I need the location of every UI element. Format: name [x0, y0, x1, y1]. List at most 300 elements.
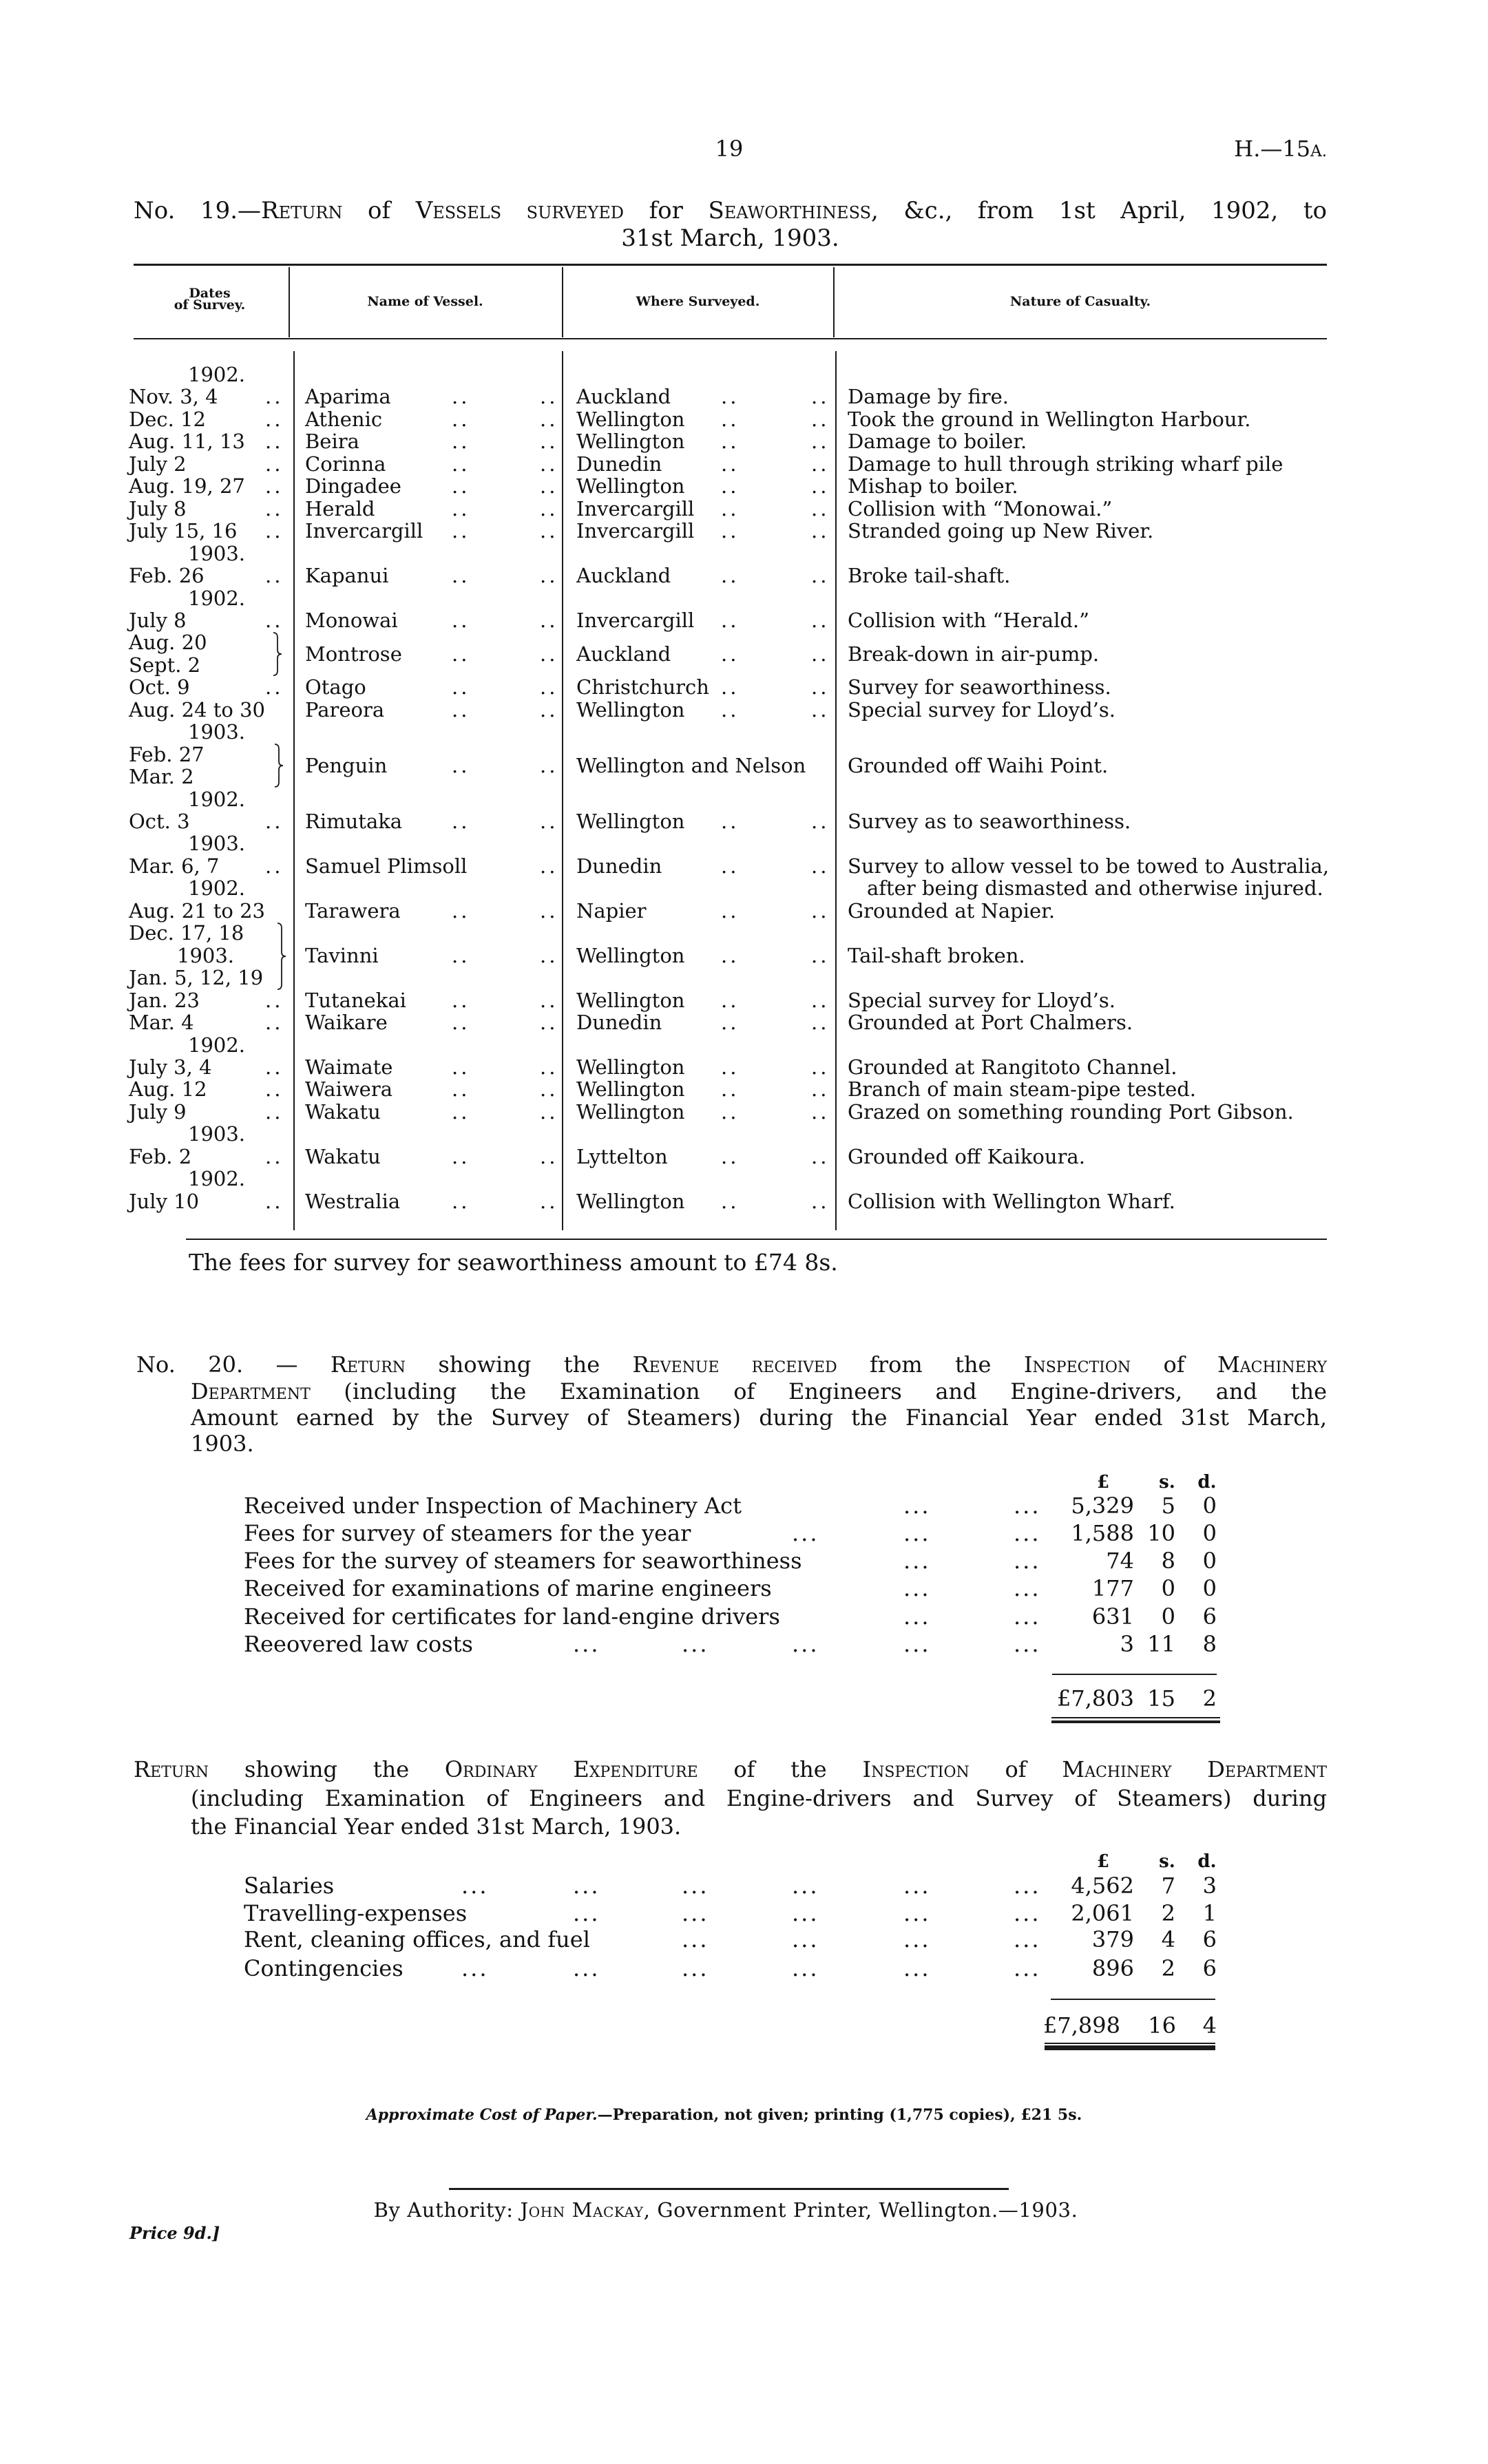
- dot-leader: ..: [452, 943, 470, 967]
- survey-date: Feb. 27: [129, 742, 205, 766]
- item-label: Received under Inspection of Machinery Act: [244, 1493, 742, 1519]
- heading-text: Machinery Department: [1062, 1756, 1328, 1782]
- dot-leader: ...: [903, 1493, 931, 1519]
- amount-pence: 1: [1202, 1900, 1217, 1926]
- amount-shillings: 0: [1161, 1603, 1175, 1630]
- dot-leader: ..: [452, 1144, 470, 1168]
- dot-leader: ..: [265, 988, 284, 1012]
- vessel-record-row: [0, 755, 1488, 777]
- survey-place: Wellington: [576, 810, 685, 833]
- dot-leader: ..: [452, 810, 470, 833]
- item-label: Rent, cleaning offices, and fuel: [244, 1926, 590, 1952]
- dot-leader: ...: [1014, 1873, 1041, 1899]
- vessel-name: Pareora: [305, 697, 385, 722]
- vessel-name: Otago: [305, 675, 366, 699]
- dot-leader: ..: [811, 519, 830, 543]
- vessel-name: Athenic: [305, 407, 383, 431]
- dot-leader: ...: [792, 1631, 819, 1657]
- heading-text: Ordinary Expenditure: [444, 1756, 698, 1782]
- survey-place: Wellington: [576, 1099, 685, 1124]
- amount-pence: 0: [1202, 1575, 1217, 1601]
- item-label: Fees for survey of steamers for the year: [244, 1520, 691, 1546]
- dot-leader: ..: [721, 474, 740, 498]
- dot-leader: ..: [721, 810, 740, 833]
- vessel-record-row: [0, 498, 1488, 520]
- dot-leader: ...: [573, 1900, 600, 1926]
- survey-place: Wellington: [576, 430, 685, 454]
- year-heading: 1902.: [188, 1167, 246, 1191]
- dot-leader: ..: [540, 943, 558, 967]
- vessel-record-row: [0, 1078, 1488, 1100]
- dot-leader: ..: [265, 1011, 284, 1035]
- casualty-nature: Grounded off Kaikoura.: [848, 1144, 1085, 1168]
- vessel-name: Corinna: [305, 452, 386, 476]
- year-heading-row: [0, 543, 1488, 565]
- price-note: Price 9d.]: [129, 2223, 220, 2243]
- dot-leader: ...: [792, 1926, 819, 1952]
- dot-leader: ..: [721, 1144, 740, 1168]
- survey-place: Wellington: [576, 474, 685, 498]
- dot-leader: ...: [1014, 1493, 1041, 1519]
- expenditure-item-row: [0, 1957, 1488, 1985]
- dot-leader: ..: [452, 474, 470, 498]
- year-heading: 1903.: [188, 541, 246, 565]
- expenditure-item-row: [0, 1875, 1488, 1902]
- return-20-heading-line3: Amount earned by the Survey of Steamers) during the Financial Year ended 31st March,: [191, 1404, 1327, 1431]
- revenue-total-row: [0, 1687, 1488, 1715]
- amount-shillings: 5: [1161, 1493, 1175, 1519]
- survey-place: Wellington: [576, 1077, 685, 1102]
- brace-icon: [277, 923, 286, 990]
- survey-date: Aug. 19, 27: [129, 474, 245, 498]
- subtotal-rule: [1051, 1999, 1215, 2000]
- column-header-dates-line2: of Survey.: [174, 297, 246, 313]
- dot-leader: ..: [452, 988, 470, 1012]
- dot-leader: ..: [540, 1077, 558, 1102]
- dot-leader: ..: [721, 675, 740, 699]
- dot-leader: ..: [265, 675, 284, 699]
- vessel-name: Montrose: [305, 642, 402, 666]
- item-label: Received for examinations of marine engineers: [244, 1575, 772, 1601]
- dot-leader: ...: [903, 1520, 931, 1546]
- amount-pence: 0: [1202, 1520, 1217, 1546]
- amount-pounds: 896: [1091, 1955, 1134, 1981]
- vessel-name: Wakatu: [305, 1099, 381, 1124]
- expenditure-heading: [134, 1758, 1327, 1780]
- title-text: of: [342, 197, 416, 224]
- total-pounds: £7,803: [1057, 1685, 1134, 1712]
- total-pence: 2: [1202, 1685, 1217, 1712]
- column-header-casualty: Nature of Casualty.: [1009, 294, 1151, 309]
- survey-date: Oct. 3: [129, 810, 190, 833]
- column-header-vessel: Name of Vessel.: [367, 294, 483, 309]
- survey-date: Aug. 24 to 30: [129, 697, 265, 722]
- dot-leader: ..: [721, 407, 740, 431]
- heading-text: Revenue received: [632, 1351, 837, 1378]
- survey-date: Feb. 26: [129, 564, 205, 588]
- dot-leader: ..: [811, 1099, 830, 1124]
- survey-place: Auckland: [576, 385, 671, 409]
- vessel-record-row: [0, 810, 1488, 832]
- dot-leader: ...: [1014, 1603, 1041, 1630]
- dot-leader: ..: [811, 407, 830, 431]
- revenue-item-row: [0, 1522, 1488, 1550]
- paper-cost-note: [337, 2107, 1111, 2123]
- survey-date: Aug. 12: [129, 1077, 207, 1102]
- vessels-table-body: [0, 364, 1488, 1231]
- casualty-nature: Survey as to seaworthiness.: [848, 810, 1131, 833]
- survey-place: Wellington: [576, 943, 685, 967]
- amount-pounds: 177: [1091, 1575, 1134, 1601]
- year-heading-row: [0, 1168, 1488, 1190]
- dot-leader: ..: [721, 385, 740, 409]
- amount-pence: 6: [1202, 1955, 1217, 1981]
- dot-leader: ..: [540, 988, 558, 1012]
- vessel-record-row: [0, 1056, 1488, 1078]
- survey-date: Aug. 20: [129, 631, 207, 655]
- dot-leader: ...: [1014, 1926, 1041, 1952]
- year-heading: 1903.: [188, 720, 246, 744]
- dot-leader: ...: [1014, 1955, 1041, 1981]
- casualty-nature: Branch of main steam-pipe tested.: [848, 1077, 1197, 1102]
- date-line-row: [0, 922, 1488, 944]
- return-19-title: [134, 199, 1327, 222]
- year-heading-row: [0, 877, 1488, 899]
- dot-leader: ...: [1014, 1631, 1041, 1657]
- item-label: Fees for the survey of steamers for seaworthiness: [244, 1548, 802, 1574]
- total-double-rule: [1051, 1720, 1220, 1723]
- column-header-dates: Dates: [189, 286, 231, 301]
- casualty-nature: Grazed on something rounding Port Gibson.: [848, 1099, 1294, 1124]
- survey-date: Aug. 21 to 23: [129, 898, 265, 923]
- amount-pence: 6: [1202, 1926, 1217, 1952]
- heading-text: Department: [191, 1378, 311, 1404]
- dot-leader: ..: [452, 1055, 470, 1079]
- title-text: Seaworthiness: [708, 197, 872, 224]
- dot-leader: ..: [540, 1144, 558, 1168]
- amount-shillings: 8: [1161, 1548, 1175, 1574]
- revenue-item-row: [0, 1550, 1488, 1577]
- year-heading: 1902.: [188, 787, 246, 811]
- vessel-record-row: [0, 386, 1488, 408]
- vessel-record-row: [0, 430, 1488, 452]
- total-double-rule: [1051, 1717, 1220, 1718]
- dot-leader: ...: [903, 1900, 931, 1926]
- printer-imprint: [339, 2200, 1112, 2220]
- dot-leader: ..: [265, 564, 284, 588]
- dot-leader: ..: [811, 385, 830, 409]
- vessel-record-row: [0, 643, 1488, 665]
- pounds-column-header: £: [1096, 1851, 1110, 1872]
- dot-leader: ..: [452, 1189, 470, 1213]
- casualty-nature: Collision with Wellington Wharf.: [848, 1189, 1175, 1213]
- dot-leader: ..: [540, 407, 558, 431]
- amount-pounds: 5,329: [1071, 1493, 1134, 1519]
- table-header-rule: [134, 338, 1327, 339]
- dot-leader: ..: [452, 898, 470, 923]
- vessel-name: Monowai: [305, 608, 398, 632]
- casualty-nature: Grounded at Napier.: [848, 898, 1056, 923]
- expenditure-total-row: [0, 2014, 1488, 2042]
- dot-leader: ..: [540, 642, 558, 666]
- revenue-item-row: [0, 1495, 1488, 1522]
- dot-leader: ..: [721, 854, 740, 878]
- vessel-name: Tavinni: [305, 943, 379, 967]
- fees-note: The fees for survey for seaworthiness amount to £74 8s.: [189, 1249, 838, 1276]
- dot-leader: ..: [540, 810, 558, 833]
- heading-text: Inspection: [1023, 1351, 1131, 1378]
- dot-leader: ..: [811, 1189, 830, 1213]
- dot-leader: ..: [721, 697, 740, 722]
- title-text: , &c., from 1st April, 1902, to: [871, 197, 1328, 224]
- survey-date: Dec. 12: [129, 407, 206, 431]
- dot-leader: ..: [265, 519, 284, 543]
- dot-leader: ..: [540, 474, 558, 498]
- casualty-nature: Grounded at Port Chalmers.: [848, 1011, 1133, 1035]
- year-heading: 1903.: [177, 943, 235, 967]
- shillings-column-header: s.: [1159, 1472, 1175, 1493]
- dot-leader: ..: [811, 1077, 830, 1102]
- vessel-name: Tarawera: [305, 898, 401, 923]
- dot-leader: ..: [265, 407, 284, 431]
- survey-date: July 8: [129, 496, 187, 520]
- survey-place: Wellington: [576, 988, 685, 1012]
- amount-pence: 0: [1202, 1493, 1217, 1519]
- dot-leader: ...: [573, 1955, 600, 1981]
- title-text: for: [624, 197, 709, 224]
- dot-leader: ...: [1014, 1520, 1041, 1546]
- dot-leader: ..: [540, 385, 558, 409]
- dot-leader: ..: [540, 753, 558, 777]
- survey-date: Mar. 4: [129, 1011, 194, 1035]
- amount-pounds: 379: [1091, 1926, 1134, 1952]
- dot-leader: ..: [265, 1055, 284, 1079]
- dot-leader: ..: [721, 1077, 740, 1102]
- dot-leader: ..: [811, 810, 830, 833]
- dot-leader: ...: [682, 1631, 709, 1657]
- vessel-record-row: [0, 1101, 1488, 1123]
- dot-leader: ..: [452, 1099, 470, 1124]
- dot-leader: ..: [452, 753, 470, 777]
- footer-rule: [449, 2188, 1009, 2190]
- dot-leader: ...: [903, 1603, 931, 1630]
- return-20-heading-line4: 1903.: [191, 1431, 254, 1457]
- survey-place: Invercargill: [576, 496, 695, 520]
- dot-leader: ..: [721, 642, 740, 666]
- dot-leader: ..: [811, 452, 830, 476]
- casualty-nature: Grounded off Waihi Point.: [848, 753, 1109, 777]
- year-heading-row: [0, 721, 1488, 743]
- amount-shillings: 2: [1161, 1955, 1175, 1981]
- survey-place: Auckland: [576, 642, 671, 666]
- dot-leader: ..: [540, 1099, 558, 1124]
- dot-leader: ..: [540, 1011, 558, 1035]
- expenditure-heading-line2: (including Examination of Engineers and Engine-drivers and Survey of Steamers) during: [191, 1785, 1327, 1811]
- item-label: Contingencies: [244, 1955, 404, 1981]
- survey-place: Napier: [576, 898, 647, 923]
- heading-text: Return: [134, 1756, 209, 1782]
- year-heading: 1903.: [188, 1122, 246, 1146]
- document-reference-suffix: A.: [1310, 143, 1327, 160]
- year-heading: 1902.: [188, 876, 246, 901]
- casualty-nature: Broke tail-shaft.: [848, 564, 1011, 588]
- survey-date: July 15, 16: [129, 519, 238, 543]
- item-label: Reeovered law costs: [244, 1631, 473, 1657]
- vessel-name: Beira: [305, 430, 359, 454]
- document-reference-code: H.—15: [1234, 136, 1311, 162]
- casualty-nature: Mishap to boiler.: [848, 474, 1018, 498]
- dot-leader: ..: [811, 564, 830, 588]
- dot-leader: ..: [721, 608, 740, 632]
- dot-leader: ..: [265, 810, 284, 833]
- title-text: Return: [261, 197, 343, 224]
- expenditure-item-row: [0, 1902, 1488, 1930]
- heading-text: Machinery: [1217, 1351, 1328, 1378]
- vessel-record-row: [0, 855, 1488, 877]
- survey-date: Dec. 17, 18: [129, 921, 244, 945]
- survey-place: Dunedin: [576, 1011, 662, 1035]
- brace-icon: [273, 632, 282, 676]
- amount-pounds: 74: [1106, 1548, 1134, 1574]
- dot-leader: ..: [540, 608, 558, 632]
- vessel-record-row: [0, 1011, 1488, 1033]
- dot-leader: ..: [452, 1077, 470, 1102]
- dot-leader: ..: [721, 564, 740, 588]
- page-number: 19: [715, 136, 744, 162]
- casualty-nature: Survey for seaworthiness.: [848, 675, 1111, 699]
- dot-leader: ...: [792, 1873, 819, 1899]
- dot-leader: ..: [811, 1144, 830, 1168]
- survey-place: Lyttelton: [576, 1144, 668, 1168]
- paper-cost-label: Approximate Cost of Paper.: [366, 2106, 598, 2124]
- total-shillings: 15: [1147, 1685, 1175, 1712]
- amount-pounds: 2,061: [1071, 1900, 1134, 1926]
- survey-place: Wellington: [576, 697, 685, 722]
- subtotal-rule: [1052, 1674, 1217, 1675]
- dot-leader: ..: [721, 1011, 740, 1035]
- year-heading-row: [0, 832, 1488, 854]
- casualty-nature: Damage by fire.: [848, 385, 1009, 409]
- dot-leader: ..: [265, 385, 284, 409]
- year-heading-row: [0, 1034, 1488, 1056]
- casualty-nature-continued: after being dismasted and otherwise injured.: [867, 876, 1323, 901]
- dot-leader: ...: [903, 1926, 931, 1952]
- dot-leader: ..: [452, 452, 470, 476]
- casualty-nature: Collision with “Monowai.”: [848, 496, 1113, 520]
- dot-leader: ..: [721, 430, 740, 454]
- survey-date: Jan. 5, 12, 19: [129, 966, 264, 990]
- dot-leader: ..: [540, 1055, 558, 1079]
- item-label: Received for certificates for land-engine drivers: [244, 1603, 780, 1630]
- survey-date: Jan. 23: [129, 988, 200, 1012]
- dot-leader: ..: [265, 1189, 284, 1213]
- vessel-record-row: [0, 1146, 1488, 1168]
- vessel-record-row: [0, 989, 1488, 1011]
- year-heading-row: [0, 364, 1488, 386]
- vessel-name: Westralia: [305, 1189, 401, 1213]
- expenditure-item-row: [0, 1928, 1488, 1956]
- vessel-record-row: [0, 453, 1488, 475]
- vessel-name: Waimate: [305, 1055, 393, 1079]
- dot-leader: ..: [540, 675, 558, 699]
- dot-leader: ..: [721, 519, 740, 543]
- vessel-name: Herald: [305, 496, 375, 520]
- survey-place: Wellington: [576, 407, 685, 431]
- vessel-name: Waiwera: [305, 1077, 392, 1102]
- heading-text: Inspection: [862, 1756, 970, 1782]
- year-heading-row: [0, 1123, 1488, 1145]
- dot-leader: ..: [721, 496, 740, 520]
- survey-date: Oct. 9: [129, 675, 190, 699]
- dot-leader: ...: [792, 1900, 819, 1926]
- revenue-item-row: [0, 1577, 1488, 1605]
- dot-leader: ..: [452, 496, 470, 520]
- dot-leader: ..: [540, 452, 558, 476]
- printer-name: John Mackay: [520, 2198, 644, 2222]
- survey-date: Sept. 2: [129, 653, 201, 677]
- dot-leader: ...: [903, 1631, 931, 1657]
- dot-leader: ..: [811, 642, 830, 666]
- vessel-record-row: [0, 945, 1488, 967]
- dot-leader: ...: [573, 1873, 600, 1899]
- survey-date: Mar. 2: [129, 765, 194, 789]
- heading-text: Return: [330, 1351, 406, 1378]
- dot-leader: ..: [811, 943, 830, 967]
- survey-date: Feb. 2: [129, 1144, 192, 1168]
- dot-leader: ..: [540, 519, 558, 543]
- imprint-suffix: , Government Printer, Wellington.—1903.: [643, 2198, 1078, 2222]
- year-heading: 1902.: [188, 1033, 246, 1057]
- dot-leader: ..: [721, 1055, 740, 1079]
- vessel-name: Wakatu: [305, 1144, 381, 1168]
- dot-leader: ...: [903, 1548, 931, 1574]
- dot-leader: ..: [452, 385, 470, 409]
- dot-leader: ..: [452, 675, 470, 699]
- vessel-record-row: [0, 609, 1488, 631]
- heading-number: No. 20. —: [136, 1351, 331, 1378]
- survey-place: Auckland: [576, 564, 671, 588]
- vessel-name: Penguin: [305, 753, 388, 777]
- amount-shillings: 7: [1161, 1873, 1175, 1899]
- dot-leader: ..: [452, 564, 470, 588]
- dot-leader: ..: [265, 496, 284, 520]
- amount-shillings: 0: [1161, 1575, 1175, 1601]
- dot-leader: ..: [540, 430, 558, 454]
- year-heading: 1903.: [188, 832, 246, 856]
- dot-leader: ...: [792, 1955, 819, 1981]
- amount-pence: 6: [1202, 1603, 1217, 1630]
- dot-leader: ..: [265, 430, 284, 454]
- heading-text: of the: [698, 1756, 863, 1782]
- revenue-item-row: [0, 1605, 1488, 1633]
- amount-shillings: 10: [1147, 1520, 1175, 1546]
- survey-place: Wellington: [576, 1189, 685, 1213]
- dot-leader: ...: [682, 1955, 709, 1981]
- heading-text: of: [969, 1756, 1062, 1782]
- total-double-rule: [1045, 2043, 1215, 2044]
- survey-date: July 3, 4: [129, 1055, 212, 1079]
- dot-leader: ..: [811, 1011, 830, 1035]
- vessel-record-row: [0, 699, 1488, 721]
- dot-leader: ...: [573, 1631, 600, 1657]
- dot-leader: ..: [811, 474, 830, 498]
- title-number: No. 19.—: [134, 197, 262, 224]
- return-20-heading-line2: [191, 1380, 1327, 1402]
- vessel-record-row: [0, 900, 1488, 922]
- survey-place: Dunedin: [576, 854, 662, 878]
- dot-leader: ..: [811, 854, 830, 878]
- pounds-column-header: £: [1096, 1472, 1110, 1493]
